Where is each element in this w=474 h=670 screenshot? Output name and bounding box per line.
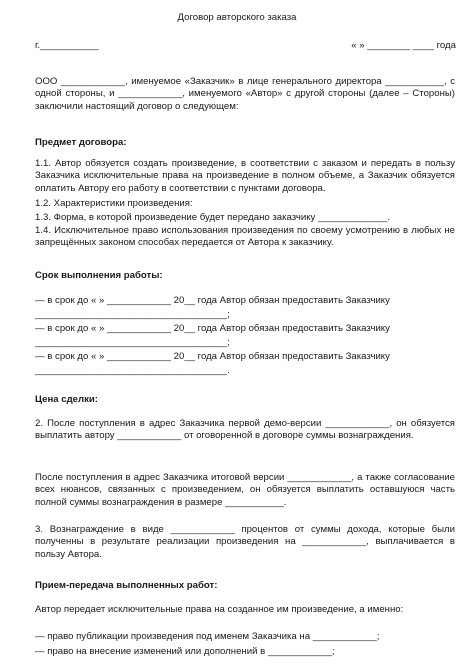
- term-2-line-b: ____________________________________;: [35, 337, 230, 348]
- term-3-line-b: ____________________________________.: [35, 365, 230, 376]
- term-3-line-a: — в срок до « » ____________ 20__ года Автор обязан предоставить Заказчику: [35, 351, 390, 362]
- clause-2: 2. После поступления в адрес Заказчика первой демо-версии ____________, он обязуется выплатить автору ____________ от оговоренной в договоре суммы вознаграждения.: [35, 418, 455, 442]
- right-modification: — право на внесение изменений или дополнений в ____________;: [35, 646, 335, 657]
- clause-3: 3. Вознаграждение в виде ____________ процентов от суммы дохода, которые были полученны в результате реализации произведения на ____________, выплачивается в пользу Автора.: [35, 524, 455, 560]
- clause-1-3: 1.3. Форма, в которой произведение будет передано заказчику _____________.: [35, 212, 390, 223]
- document-title: Договор авторского заказа: [177, 12, 297, 23]
- term-1-line-b: ____________________________________;: [35, 309, 230, 320]
- intro-paragraph: ООО ____________, именуемое «Заказчик» в лице генерального директора ___________, с одной стороны, и ____________, именуемого «Автор» с другой стороны (далее – Стороны) заключили настоящий договор о следующем:: [35, 76, 455, 112]
- section-transfer-title: Прием-передача выполненных работ:: [35, 580, 218, 591]
- clause-2-continued: После поступления в адрес Заказчика итоговой версии ____________, а также согласование всех нюансов, связанных с произведением, он обязуется выплатить оставшуюся часть полной суммы вознаграждения в размере ___________.: [35, 472, 455, 508]
- transfer-paragraph: Автор передает исключительные права на созданное им произведение, а именно:: [35, 604, 404, 615]
- clause-1-4: 1.4. Исключительное право использования произведения по своему усмотрению в любых не запрещённых законом способах передается от Автора к заказчику.: [35, 225, 455, 249]
- section-price-title: Цена сделки:: [35, 394, 99, 405]
- section-subject-title: Предмет договора:: [35, 137, 127, 148]
- city-field: г.___________: [35, 40, 99, 51]
- term-1-line-a: — в срок до « » ____________ 20__ года Автор обязан предоставить Заказчику: [35, 295, 390, 306]
- term-2-line-a: — в срок до « » ____________ 20__ года Автор обязан предоставить Заказчику: [35, 323, 390, 334]
- date-field: « » ________ ____ года: [351, 40, 456, 51]
- clause-1-2: 1.2. Характеристики произведения:: [35, 198, 193, 209]
- section-term-title: Срок выполнения работы:: [35, 270, 163, 281]
- right-publication: — право публикации произведения под именем Заказчика на ____________;: [35, 631, 380, 642]
- clause-1-1: 1.1. Автор обязуется создать произведение, в соответствии с заказом и передать в пользу Заказчика исключительные права на произведение в полном объеме, а Заказчик обязуется оплатить Автору его работу в соответствии с пунктами договора.: [35, 158, 455, 194]
